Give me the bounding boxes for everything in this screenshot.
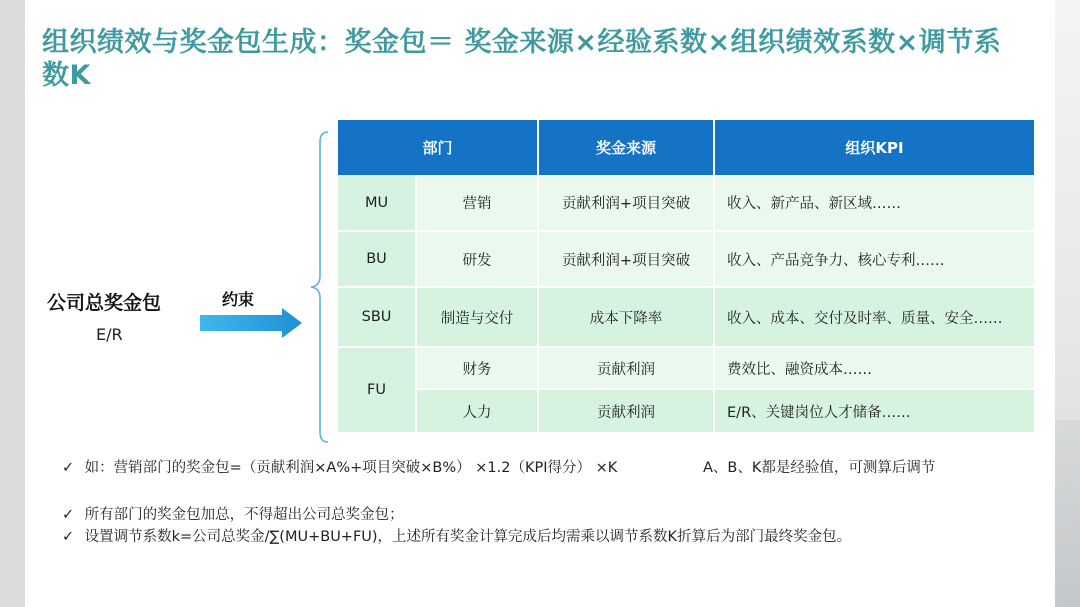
org-kpi: 费效比、融资成本…… [714,347,1034,389]
constraint-label: 约束 [222,290,255,309]
header-bonus-source: 奖金来源 [538,120,714,175]
dept-code: SBU [338,287,416,347]
dept-name: 人力 [416,389,538,433]
check-icon: ✓ [62,460,75,476]
table-row [338,287,1034,347]
note-experience-values: A、B、K都是经验值，可测算后调节 [703,460,936,476]
dept-code: FU [338,347,416,433]
left-brace-icon [308,130,330,444]
note-rule-1-line [62,503,404,524]
company-bonus-pool-label: 公司总奖金包 [47,292,162,314]
dept-code: BU [338,231,416,287]
dept-name: 营销 [416,175,538,231]
note-rule-1: 所有部门的奖金包加总，不得超出公司总奖金包； [84,507,404,523]
bonus-source: 成本下降率 [538,287,714,347]
table-row [338,175,1034,231]
table-row [338,231,1034,287]
org-kpi: E/R、关键岗位人才储备…… [714,389,1034,433]
bonus-source: 贡献利润+项目突破 [538,175,714,231]
dept-name: 制造与交付 [416,287,538,347]
check-icon: ✓ [62,507,75,523]
table-header-row [338,120,1034,175]
company-bonus-pool-ratio: E/R [96,325,123,344]
note-example: 如：营销部门的奖金包=（贡献利润×A%+项目突破×B%） ×1.2（KPI得分） ×K [84,460,618,476]
bonus-source: 贡献利润 [538,347,714,389]
check-icon: ✓ [62,529,75,545]
bonus-source: 贡献利润+项目突破 [538,231,714,287]
note-rule-2-line [62,525,851,546]
table-row [338,347,1034,389]
note-example-line [62,456,617,477]
right-decoration-stripe [1055,420,1080,607]
table-row [338,389,1034,433]
right-arrow-icon [200,308,304,340]
dept-name: 研发 [416,231,538,287]
org-kpi: 收入、产品竞争力、核心专利…… [714,231,1034,287]
org-kpi: 收入、成本、交付及时率、质量、安全…… [714,287,1034,347]
header-department: 部门 [338,120,538,175]
slide-title: 组织绩效与奖金包生成：奖金包＝ 奖金来源×经验系数×组织绩效系数×调节系数K [42,27,1002,91]
header-org-kpi: 组织KPI [714,120,1034,175]
org-kpi-table [338,120,1034,434]
note-rule-2: 设置调节系数k=公司总奖金/∑(MU+BU+FU)，上述所有奖金计算完成后均需乘以调节系数K折算后为部门最终奖金包。 [84,529,852,545]
org-kpi: 收入、新产品、新区域…… [714,175,1034,231]
dept-code: MU [338,175,416,231]
dept-name: 财务 [416,347,538,389]
bonus-source: 贡献利润 [538,389,714,433]
